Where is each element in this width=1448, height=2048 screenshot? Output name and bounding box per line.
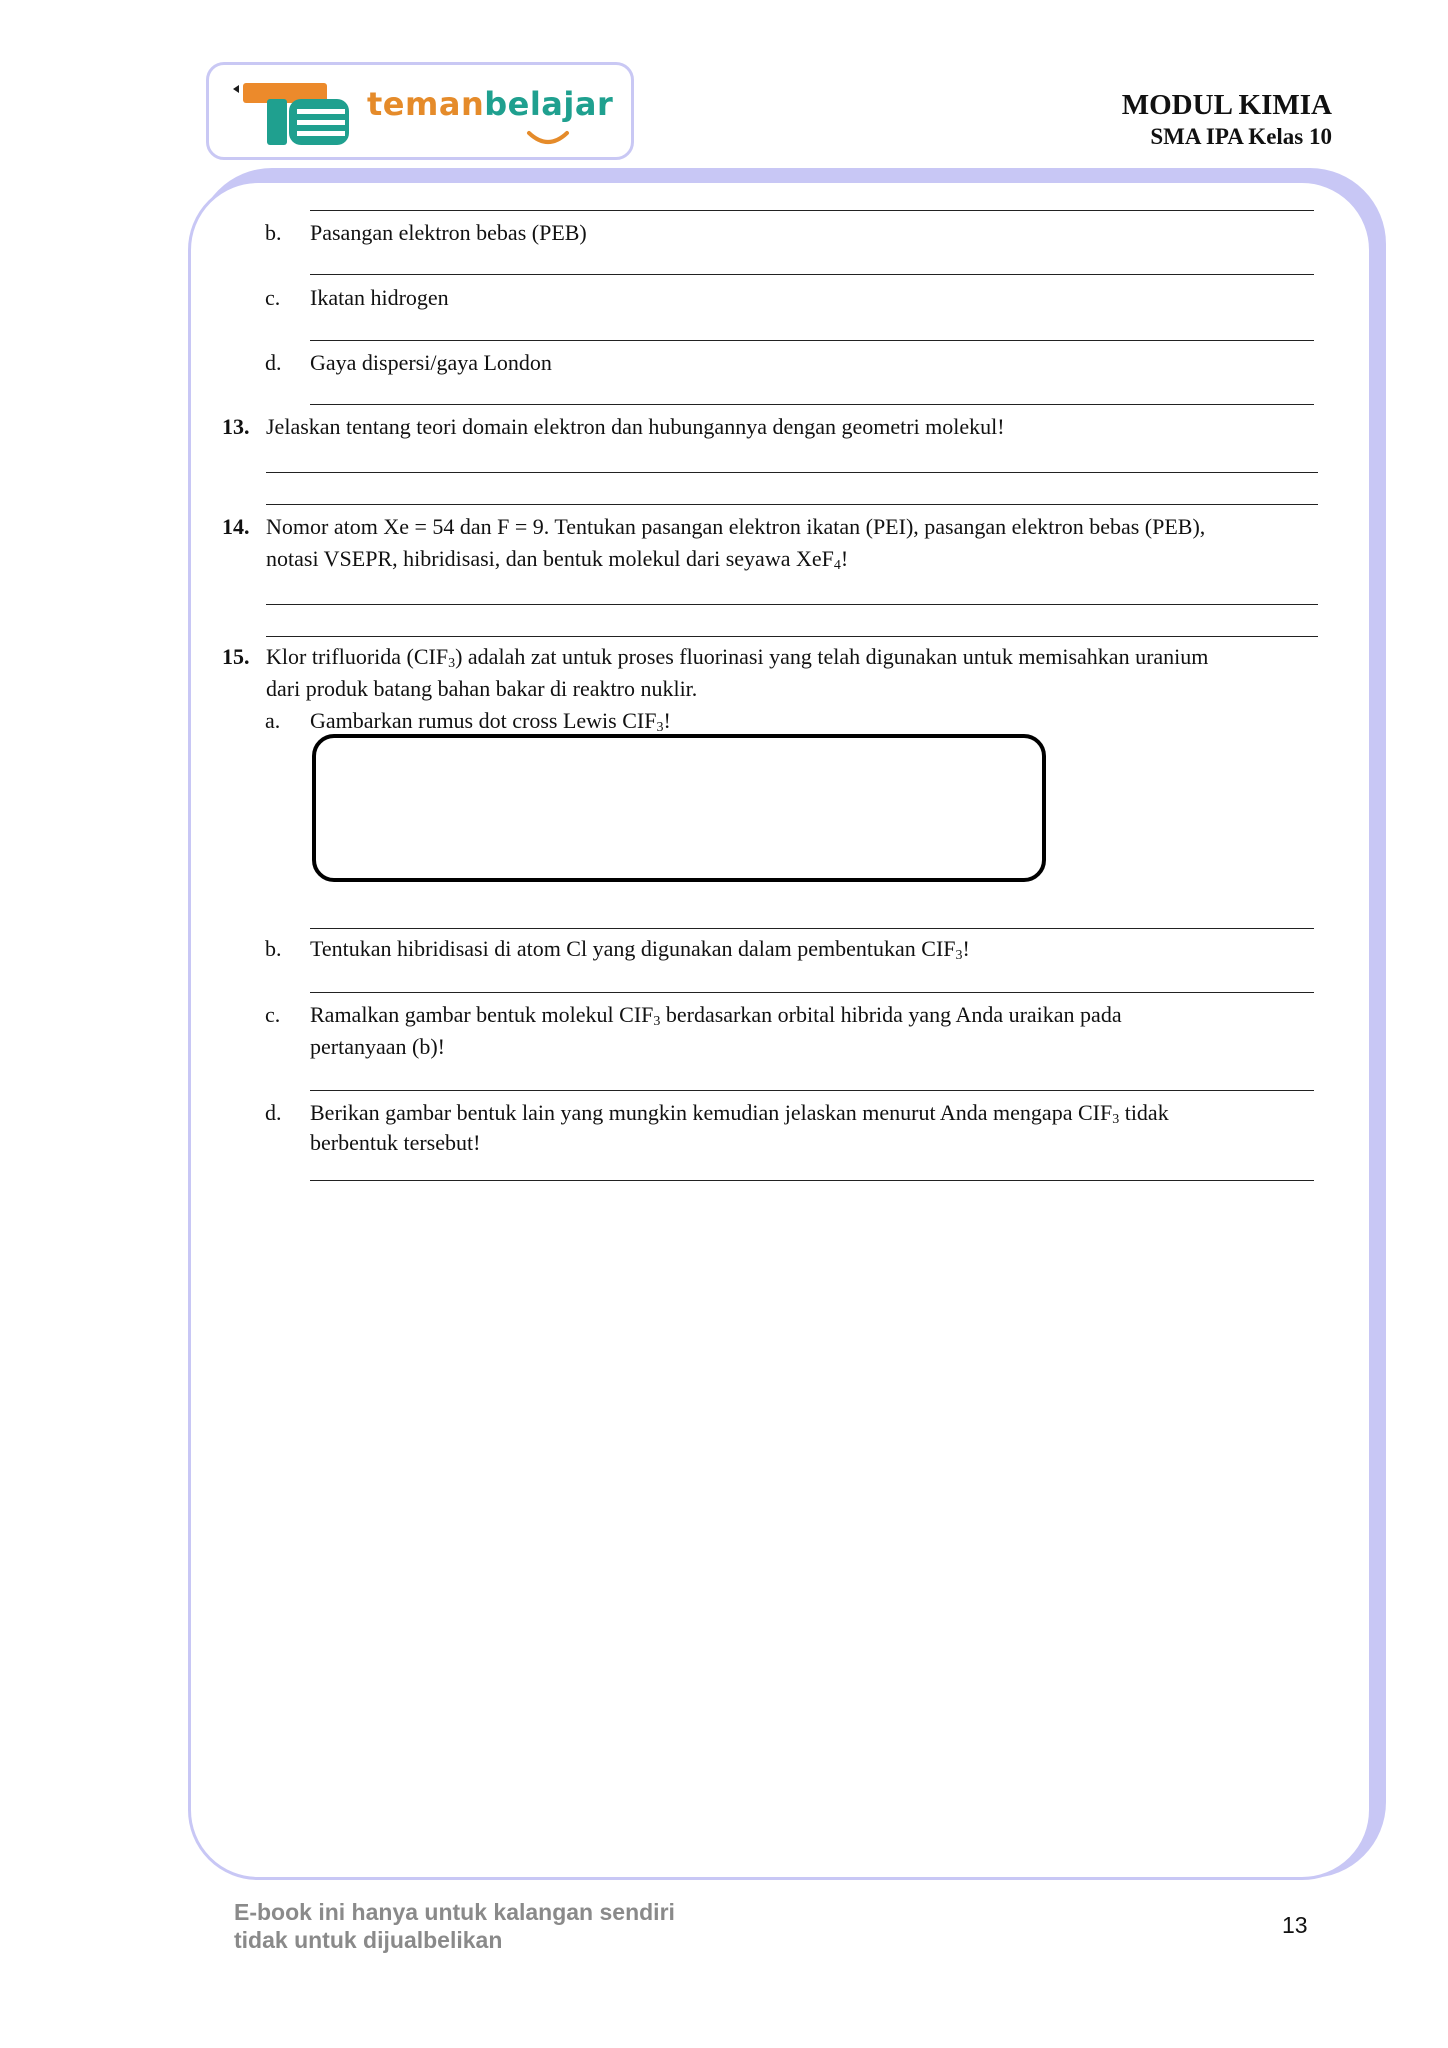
item-letter: c.	[265, 285, 281, 310]
q13-text: Jelaskan tentang teori domain elektron dan hubungannya dengan geometri molekul!	[266, 414, 1005, 439]
item-letter: d.	[265, 1100, 282, 1125]
item-letter: d.	[265, 350, 282, 375]
answer-line	[310, 340, 1314, 341]
item-letter: c.	[265, 1002, 281, 1027]
q15-item-d-text-line2: berbentuk tersebut!	[310, 1130, 481, 1155]
answer-line	[310, 1180, 1314, 1181]
module-title: MODUL KIMIA	[1121, 89, 1332, 121]
item-letter: b.	[265, 936, 282, 961]
footer-disclaimer	[234, 1898, 675, 1954]
answer-line	[310, 274, 1314, 275]
logo-wordmark: temanbelajar	[367, 85, 614, 123]
answer-line	[310, 404, 1314, 405]
logo-box	[206, 62, 634, 160]
q15-text-line1: Klor trifluorida $(CIF_3)$ adalah zat untuk proses fluorinasi yang telah digunakan untuk memisahkan uranium	[266, 644, 1209, 671]
page-number: 13	[1282, 1912, 1308, 1938]
lewis-drawing-box[interactable]	[312, 734, 1046, 882]
answer-line	[310, 210, 1314, 211]
answer-line	[310, 928, 1314, 929]
q15-item-c-text-line2: pertanyaan (b)!	[310, 1034, 445, 1059]
q15-item-d-text-line1: Berikan gambar bentuk lain yang mungkin kemudian jelaskan menurut Anda mengapa $CIF_3$ tidak	[310, 1100, 1169, 1127]
item-letter: a.	[265, 708, 281, 733]
footer-line-2: tidak untuk dijualbelikan	[234, 1927, 503, 1953]
q14-text-line2: notasi VSEPR, hibridisasi, dan bentuk molekul dari seyawa XeF$_4$!	[266, 546, 849, 573]
answer-line	[310, 1090, 1314, 1091]
item-letter: b.	[265, 220, 282, 245]
question-number: 14.	[222, 514, 250, 539]
module-subtitle: SMA IPA Kelas 10	[1150, 124, 1332, 149]
footer-line-1: E-book ini hanya untuk kalangan sendiri	[234, 1899, 675, 1925]
q15-item-b-text: Tentukan hibridisasi di atom Cl yang digunakan dalam pembentukan $CIF_3$!	[310, 936, 970, 963]
question-number: 15.	[222, 644, 250, 669]
q12-item-d-text: Gaya dispersi/gaya London	[310, 350, 552, 375]
q14-text-line1: Nomor atom Xe = 54 dan F = 9. Tentukan pasangan elektron ikatan (PEI), pasangan elektron bebas (PEB),	[266, 514, 1206, 539]
q15-item-c-text-line1: Ramalkan gambar bentuk molekul $CIF_3$ berdasarkan orbital hibrida yang Anda uraikan pada	[310, 1002, 1122, 1029]
q12-item-b-text: Pasangan elektron bebas (PEB)	[310, 220, 587, 245]
q15-text-line2: dari produk batang bahan bakar di reaktro nuklir.	[266, 676, 698, 701]
smile-icon	[525, 129, 571, 147]
answer-line	[266, 504, 1318, 505]
answer-line	[266, 636, 1318, 637]
answer-line	[266, 472, 1318, 473]
question-number: 13.	[222, 414, 250, 439]
answer-line	[310, 992, 1314, 993]
answer-line	[266, 604, 1318, 605]
q15-item-a-text: Gambarkan rumus dot cross Lewis $CIF_3$!	[310, 708, 671, 735]
q12-item-c-text: Ikatan hidrogen	[310, 285, 449, 310]
teman-belajar-logo-icon	[227, 77, 363, 149]
